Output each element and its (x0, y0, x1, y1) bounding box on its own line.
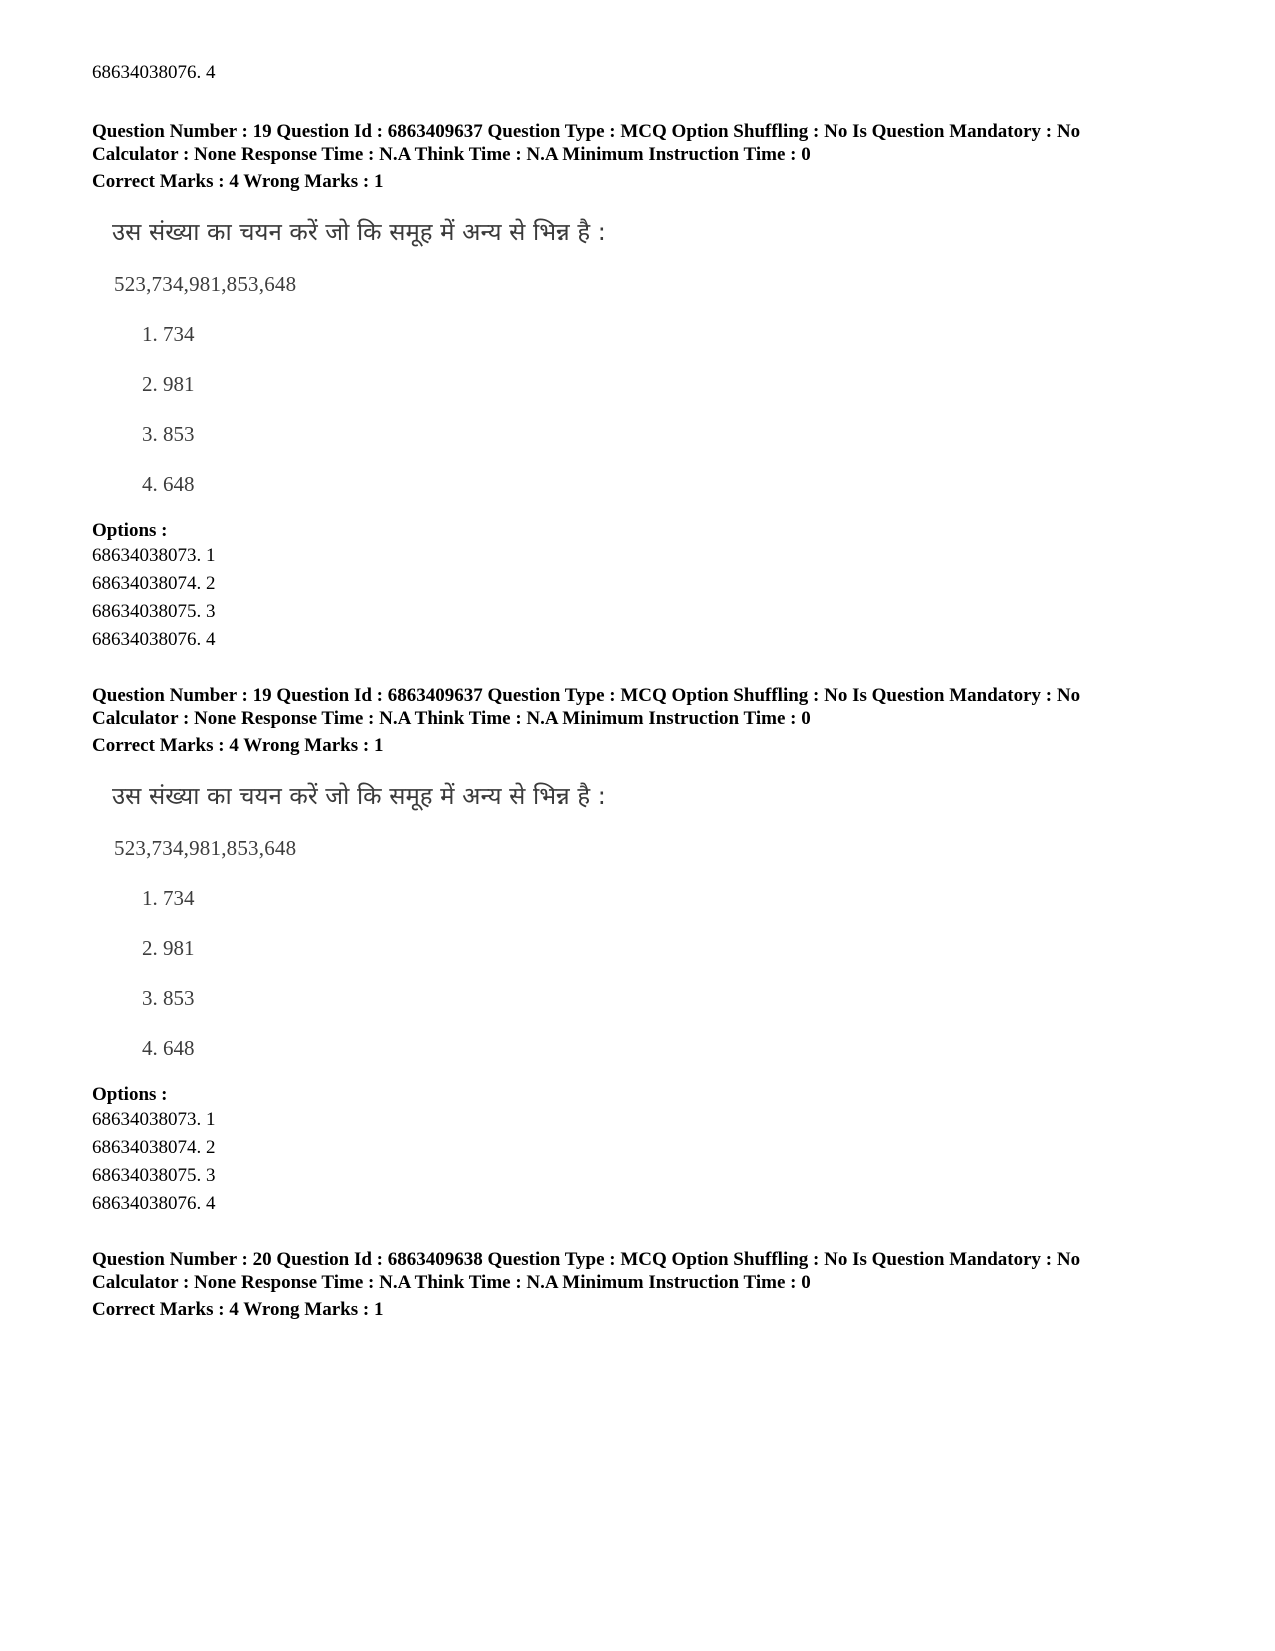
number-series: 523,734,981,853,648 (114, 836, 297, 860)
option-line: 68634038074. 2 (92, 573, 216, 594)
answer-choice: 4. 648 (142, 472, 195, 496)
question-meta-line: Question Number : 20 Question Id : 6863409638 Question Type : MCQ Option Shuffling : No Is Question Mandatory : No (92, 1249, 1081, 1270)
option-line: 68634038076. 4 (92, 1193, 216, 1214)
answer-choice: 2. 981 (142, 372, 195, 396)
question-text: उस संख्या का चयन करें जो कि समूह में अन्य से भिन्न है : (112, 782, 606, 810)
question-block (92, 1248, 1192, 1321)
option-line: 68634038074. 2 (92, 1137, 216, 1158)
question-meta (92, 120, 1192, 166)
question-text: उस संख्या का चयन करें जो कि समूह में अन्य से भिन्न है : (112, 218, 606, 246)
question-image (112, 217, 632, 517)
marks-line: Correct Marks : 4 Wrong Marks : 1 (92, 1299, 384, 1320)
question-meta-line: Question Number : 19 Question Id : 6863409637 Question Type : MCQ Option Shuffling : No Is Question Mandatory : No (92, 685, 1081, 706)
answer-choice: 3. 853 (142, 986, 195, 1010)
question-meta-line: Question Number : 19 Question Id : 6863409637 Question Type : MCQ Option Shuffling : No Is Question Mandatory : No (92, 121, 1081, 142)
question-meta-line: Calculator : None Response Time : N.A Think Time : N.A Minimum Instruction Time : 0 (92, 1272, 811, 1293)
options-title: Options : (92, 520, 168, 541)
options-title: Options : (92, 1084, 168, 1105)
question-block (92, 684, 1192, 1218)
option-line: 68634038073. 1 (92, 1109, 216, 1130)
question-meta (92, 1248, 1192, 1294)
option-line: 68634038075. 3 (92, 601, 216, 622)
option-line: 68634038076. 4 (92, 62, 216, 83)
question-image (112, 781, 632, 1081)
number-series: 523,734,981,853,648 (114, 272, 297, 296)
question-meta-line: Calculator : None Response Time : N.A Think Time : N.A Minimum Instruction Time : 0 (92, 144, 811, 165)
option-line: 68634038076. 4 (92, 629, 216, 650)
question-meta (92, 684, 1192, 730)
answer-choice: 2. 981 (142, 936, 195, 960)
question-block (92, 120, 1192, 654)
question-meta-line: Calculator : None Response Time : N.A Think Time : N.A Minimum Instruction Time : 0 (92, 708, 811, 729)
answer-choice: 1. 734 (142, 886, 195, 910)
option-line: 68634038075. 3 (92, 1165, 216, 1186)
option-line: 68634038073. 1 (92, 545, 216, 566)
marks-line: Correct Marks : 4 Wrong Marks : 1 (92, 171, 384, 192)
answer-choice: 3. 853 (142, 422, 195, 446)
answer-choice: 4. 648 (142, 1036, 195, 1060)
answer-choice: 1. 734 (142, 322, 195, 346)
marks-line: Correct Marks : 4 Wrong Marks : 1 (92, 735, 384, 756)
